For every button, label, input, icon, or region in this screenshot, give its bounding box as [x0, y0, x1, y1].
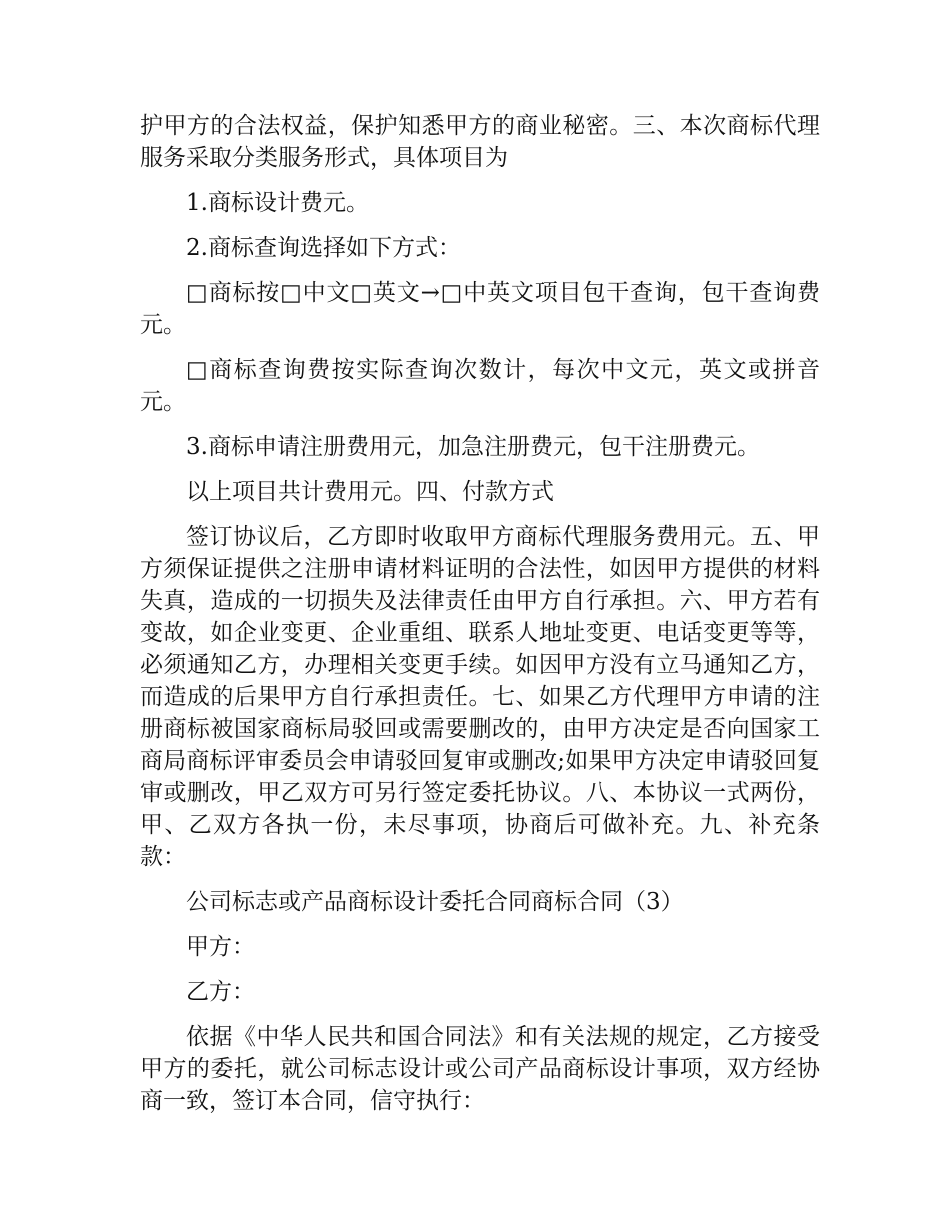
paragraph-item-registration-fee: 3.商标申请注册费用元，加急注册费元，包干注册费元。 [186, 434, 760, 460]
paragraph-item-design-fee: 1.商标设计费元。 [186, 190, 369, 216]
paragraph-terms: 签订协议后，乙方即时收取甲方商标代理服务费用元。五、甲方须保证提供之注册申请材料证明的合法性，如因甲方提供的材料失真，造成的一切损失及法律责任由甲方自行承担。六、甲方若有变故，如企业变更、企业重组、联系人地址变更、电话变更等等，必须通知乙方，办理相关变更手续。如因甲方没有立马通知乙方，而造成的后果甲方自行承担责任。七、如果乙方代理甲方申请的注册商标被国家商标局驳回或需要删改的，由甲方决定是否向国家工商局商标评审委员会申请驳回复审或删改;如果甲方决定申请驳回复审或删改，甲乙双方可另行签定委托协议。八、本协议一式两份，甲、乙双方各执一份，未尽事项，协商后可做补充。九、补充条款： [140, 524, 820, 870]
paragraph-query-package: □商标按□中文□英文→□中英文项目包干查询，包干查询费元。 [140, 280, 820, 338]
paragraph-party-b: 乙方： [186, 979, 255, 1005]
paragraph-total-and-payment: 以上项目共计费用元。四、付款方式 [186, 479, 554, 505]
document-body [140, 110, 820, 1130]
paragraph-item-query-options: 2.商标查询选择如下方式： [186, 235, 461, 261]
paragraph-contract-basis: 依据《中华人民共和国合同法》和有关法规的规定，乙方接受甲方的委托，就公司标志设计或公司产品商标设计事项，双方经协商一致，签订本合同，信守执行： [140, 1024, 820, 1114]
paragraph-query-per-count: □商标查询费按实际查询次数计，每次中文元，英文或拼音元。 [140, 357, 820, 415]
paragraph-party-a: 甲方： [186, 934, 255, 960]
paragraph-intro-continuation: 护甲方的合法权益，保护知悉甲方的商业秘密。三、本次商标代理服务采取分类服务形式，具体项目为 [140, 113, 820, 171]
paragraph-contract-title: 公司标志或产品商标设计委托合同商标合同（3） [186, 889, 684, 915]
